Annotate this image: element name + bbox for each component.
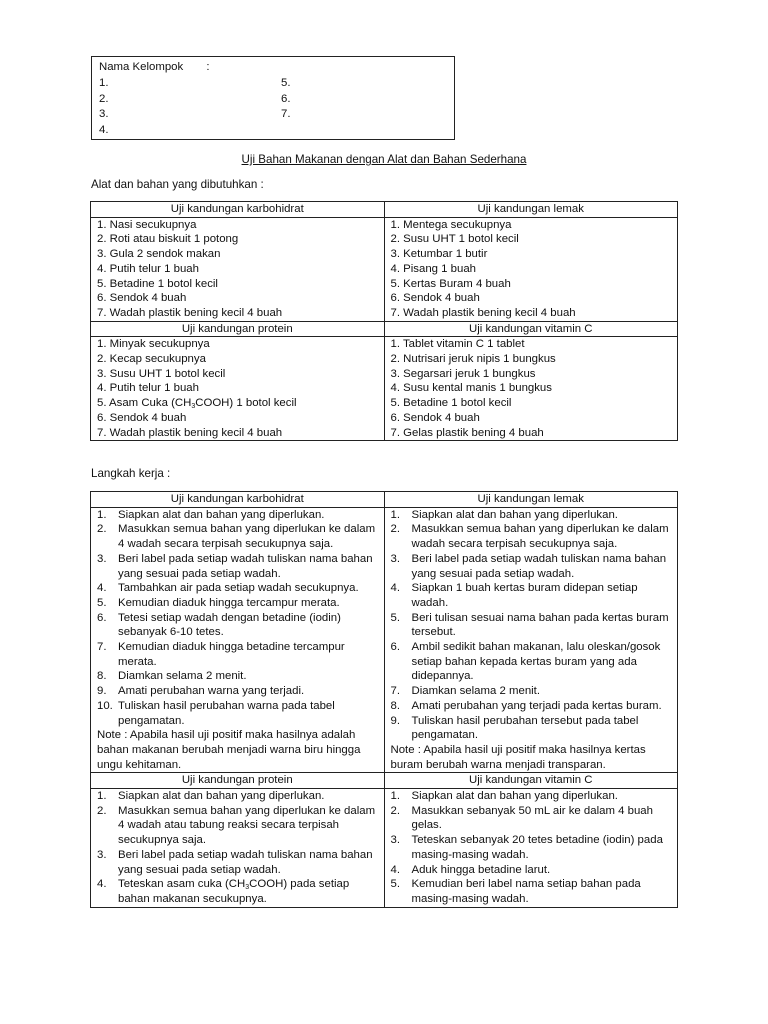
vitamin-c-materials bbox=[384, 337, 678, 441]
list-item: 4. Siapkan 1 buah kertas buram didepan setiap wadah. bbox=[390, 582, 638, 609]
list-item: 6. Sendok 4 buah bbox=[390, 292, 480, 305]
list-item: 5. Betadine 1 botol kecil bbox=[97, 277, 218, 290]
lemak-steps bbox=[384, 507, 678, 773]
list-item: 5. Kemudian beri label nama setiap bahan pada masing-masing wadah. bbox=[390, 878, 641, 905]
list-item: 7. Wadah plastik bening kecil 4 buah bbox=[390, 306, 576, 319]
member-number: 4. bbox=[99, 123, 109, 136]
group-member-grid bbox=[99, 76, 447, 138]
list-item: 5. Betadine 1 botol kecil bbox=[390, 397, 512, 410]
list-item: 1. Tablet vitamin C 1 tablet bbox=[390, 338, 525, 351]
header-karbohidrat: Uji kandungan karbohidrat bbox=[91, 492, 385, 508]
header-vitamin-c: Uji kandungan vitamin C bbox=[384, 321, 678, 337]
list-item: 2. Masukkan semua bahan yang diperlukan ke dalam 4 wadah atau tabung reaksi secara terpisah secukupnya saja. bbox=[97, 804, 376, 847]
list-item: 3. Beri label pada setiap wadah tuliskan nama bahan yang sesuai pada setiap wadah. bbox=[97, 552, 373, 580]
group-name-colon: : bbox=[206, 61, 210, 73]
steps-label: Langkah kerja : bbox=[91, 467, 171, 480]
list-item: 2. Roti atau biskuit 1 potong bbox=[97, 233, 239, 246]
list-item: 4. Aduk hingga betadine larut. bbox=[390, 863, 551, 876]
header-vitamin-c: Uji kandungan vitamin C bbox=[384, 773, 678, 789]
list-item: 3. Beri label pada setiap wadah tuliskan nama bahan yang sesuai pada setiap wadah. bbox=[97, 848, 373, 876]
list-item: 3. Teteskan sebanyak 20 tetes betadine (iodin) pada masing-masing wadah. bbox=[390, 834, 663, 861]
header-protein: Uji kandungan protein bbox=[91, 321, 385, 337]
list-item: 7. Wadah plastik bening kecil 4 buah bbox=[97, 426, 283, 439]
karbohidrat-materials bbox=[91, 217, 385, 321]
group-name-label: Nama Kelompok bbox=[99, 61, 184, 73]
list-item: 9. Amati perubahan warna yang terjadi. bbox=[97, 685, 305, 698]
member-number: 1. bbox=[99, 77, 109, 89]
list-item: 6. Sendok 4 buah bbox=[97, 292, 187, 305]
vitamin-c-steps bbox=[384, 789, 678, 908]
list-item: 3. Gula 2 sendok makan bbox=[97, 248, 221, 261]
list-item: 8. Amati perubahan yang terjadi pada kertas buram. bbox=[390, 699, 662, 712]
list-item: 5. Beri tulisan sesuai nama bahan pada kertas buram tersebut. bbox=[390, 611, 669, 639]
materials-label: Alat dan bahan yang dibutuhkan : bbox=[91, 178, 264, 191]
lemak-note: Note : Apabila hasil uji positif maka hasilnya kertas buram berubah warna menjadi transparan. bbox=[390, 743, 646, 771]
list-item: 4. Tambahkan air pada setiap wadah secukupnya. bbox=[97, 582, 359, 595]
list-item: 5. Kemudian diaduk hingga tercampur merata. bbox=[97, 596, 340, 609]
list-item: 1. Siapkan alat dan bahan yang diperlukan. bbox=[97, 790, 325, 803]
karbohidrat-note: Note : Apabila hasil uji positif maka hasilnya adalah bahan makanan berubah menjadi warna biru hingga ungu kehitaman. bbox=[97, 729, 361, 771]
member-number: 7. bbox=[281, 108, 291, 120]
member-number: 3. bbox=[99, 108, 109, 120]
list-item: 7. Wadah plastik bening kecil 4 buah bbox=[97, 306, 283, 319]
group-name-box bbox=[91, 56, 455, 140]
list-item: 5. Asam Cuka $(CH_3COOH)$ 1 botol kecil bbox=[97, 397, 297, 411]
list-item: 6. Ambil sedikit bahan makanan, lalu oleskan/gosok setiap bahan kepada kertas buram yang ada didepannya. bbox=[390, 641, 661, 683]
list-item: 4. Susu kental manis 1 bungkus bbox=[390, 382, 552, 395]
list-item: 7. Diamkan selama 2 menit. bbox=[390, 685, 541, 698]
header-karbohidrat: Uji kandungan karbohidrat bbox=[91, 202, 385, 218]
list-item: 4. Putih telur 1 buah bbox=[97, 382, 199, 395]
document-title: Uji Bahan Makanan dengan Alat dan Bahan Sederhana bbox=[241, 153, 527, 166]
list-item: 10. Tuliskan hasil perubahan warna pada tabel pengamatan. bbox=[97, 699, 335, 727]
list-item: 6. Sendok 4 buah bbox=[390, 411, 480, 424]
list-item: 1. Minyak secukupnya bbox=[97, 338, 210, 351]
list-item: 2. Kecap secukupnya bbox=[97, 353, 206, 366]
list-item: 1. Nasi secukupnya bbox=[97, 218, 197, 231]
group-name-label-row bbox=[99, 60, 447, 76]
list-item: 1. Mentega secukupnya bbox=[390, 218, 512, 231]
header-protein: Uji kandungan protein bbox=[91, 773, 385, 789]
list-item: 4. Teteskan asam cuka $(CH_3COOH)$ pada setiap bahan makanan secukupnya. bbox=[97, 878, 350, 905]
list-item: 3. Segarsari jeruk 1 bungkus bbox=[390, 367, 536, 380]
list-item: 2. Nutrisari jeruk nipis 1 bungkus bbox=[390, 353, 556, 366]
protein-steps bbox=[91, 789, 385, 908]
list-item: 1. Siapkan alat dan bahan yang diperlukan. bbox=[390, 790, 618, 803]
member-number: 6. bbox=[281, 92, 291, 105]
list-item: 8. Diamkan selama 2 menit. bbox=[97, 670, 247, 683]
list-item: 7. Gelas plastik bening 4 buah bbox=[390, 426, 544, 439]
materials-table bbox=[90, 201, 678, 441]
lemak-materials bbox=[384, 217, 678, 321]
karbohidrat-steps bbox=[91, 507, 385, 773]
steps-table bbox=[90, 491, 678, 908]
list-item: 1. Siapkan alat dan bahan yang diperlukan. bbox=[97, 508, 325, 521]
list-item: 3. Ketumbar 1 butir bbox=[390, 248, 488, 261]
list-item: 3. Beri label pada setiap wadah tuliskan nama bahan yang sesuai pada setiap wadah. bbox=[390, 552, 667, 580]
list-item: 4. Putih telur 1 buah bbox=[97, 262, 199, 275]
list-item: 9. Tuliskan hasil perubahan tersebut pada tabel pengamatan. bbox=[390, 714, 639, 742]
list-item: 2. Masukkan semua bahan yang diperlukan ke dalam wadah secara terpisah secukupnya saja. bbox=[390, 523, 669, 551]
header-lemak: Uji kandungan lemak bbox=[384, 492, 678, 508]
list-item: 5. Kertas Buram 4 buah bbox=[390, 277, 511, 290]
header-lemak: Uji kandungan lemak bbox=[384, 202, 678, 218]
list-item: 4. Pisang 1 buah bbox=[390, 262, 476, 275]
member-number: 5. bbox=[281, 77, 291, 89]
list-item: 7. Kemudian diaduk hingga betadine tercampur merata. bbox=[97, 641, 345, 668]
list-item: 2. Masukkan semua bahan yang diperlukan ke dalam 4 wadah secara terpisah secukupnya saja. bbox=[97, 523, 376, 551]
list-item: 2. Masukkan sebanyak 50 mL air ke dalam 4 buah gelas. bbox=[390, 804, 653, 832]
list-item: 1. Siapkan alat dan bahan yang diperlukan. bbox=[390, 508, 618, 521]
list-item: 6. Sendok 4 buah bbox=[97, 411, 187, 424]
list-item: 6. Tetesi setiap wadah dengan betadine (iodin) sebanyak 6-10 tetes. bbox=[97, 611, 341, 639]
list-item: 3. Susu UHT 1 botol kecil bbox=[97, 367, 226, 380]
list-item: 2. Susu UHT 1 botol kecil bbox=[390, 233, 519, 246]
member-number: 2. bbox=[99, 92, 109, 105]
protein-materials bbox=[91, 337, 385, 441]
